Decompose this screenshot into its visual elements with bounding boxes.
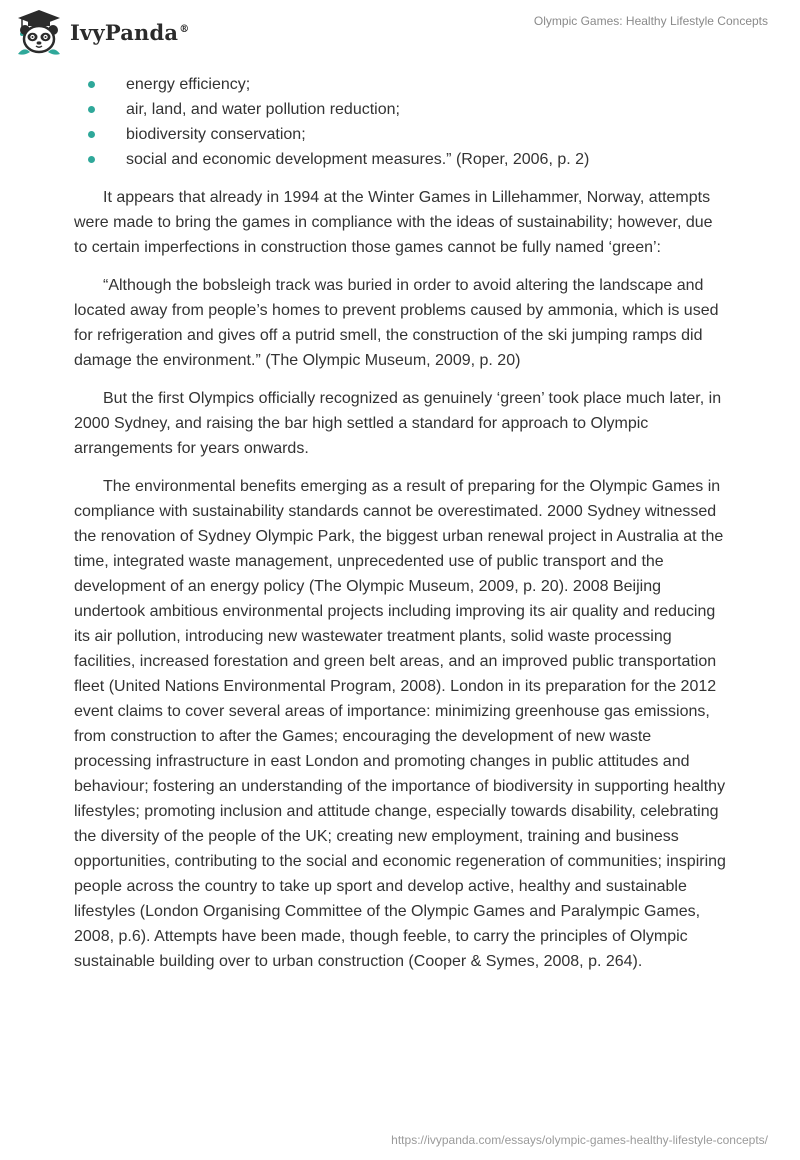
page-title: Olympic Games: Healthy Lifestyle Concepts	[533, 14, 768, 28]
paragraph: The environmental benefits emerging as a result of preparing for the Olympic Games in compliance with sustainability standards cannot be overestimated. 2000 Sydney witnessed the renovation of Sydney Olympic Park, the biggest urban renewal project in Australia at the time, integrated waste management, unprecedented use of public transport and the development of an energy policy (The Olympic Museum, 2009, p. 20). 2008 Beijing undertook ambitious environmental projects including improving its air quality and reducing its air pollution, introducing new wastewater treatment plants, solid waste processing facilities, increased forestation and green belt areas, and an improved public transportation fleet (United Nations Environmental Program, 2008). London in its preparation for the 2012 event claims to cover several areas of importance: minimizing greenhouse gas emissions, from construction to after the Games; encouraging the development of new waste processing infrastructure in east London and promoting changes in public attitudes and behaviour; fostering an understanding of the importance of biodiversity in supporting healthy lifestyles; promoting inclusion and attitude change, especially towards disability, celebrating the diversity of the people of the UK; creating new employment, training and business opportunities, contributing to the social and economic regeneration of communities; inspiring people across the country to take up sport and develop active, healthy and sustainable lifestyles (London Organising Committee of the Olympic Games and Paralympic Games, 2008, p.6). Attempts have been made, though feeble, to carry the principles of Olympic sustainable building over to urban construction (Cooper & Symes, 2008, p. 264).	[74, 478, 726, 970]
list-item	[74, 147, 726, 172]
paragraph: It appears that already in 1994 at the Winter Games in Lillehammer, Norway, attempts were made to bring the games in compliance with the ideas of sustainability; however, due to certain imperfections in construction those games cannot be fully named ‘green’:	[74, 189, 713, 256]
essay-content	[74, 72, 726, 974]
bullet-list	[74, 72, 726, 172]
list-item	[74, 122, 726, 147]
list-item	[74, 97, 726, 122]
logo-text: IvyPanda®	[70, 19, 190, 45]
bullet-dot-icon	[88, 81, 95, 88]
bullet-dot-icon	[88, 131, 95, 138]
bullet-dot-icon	[88, 106, 95, 113]
source-url-link[interactable]: https://ivypanda.com/essays/olympic-games-healthy-lifestyle-concepts/	[391, 1133, 768, 1147]
list-item-text: social and economic development measures.” (Roper, 2006, p. 2)	[126, 151, 590, 168]
list-item-text: biodiversity conservation;	[126, 126, 306, 143]
list-item	[74, 72, 726, 97]
logo[interactable]	[14, 8, 189, 56]
bullet-dot-icon	[88, 156, 95, 163]
panda-logo-icon	[14, 8, 64, 56]
list-item-text: air, land, and water pollution reduction;	[126, 101, 400, 118]
list-item-text: energy efficiency;	[126, 76, 251, 93]
block-quote: “Although the bobsleigh track was buried in order to avoid altering the landscape and located away from people’s homes to prevent problems caused by ammonia, which is used for refrigeration and gives off a putrid smell, the construction of the ski jumping ramps did damage the environment.” (The Olympic Museum, 2009, p. 20)	[74, 277, 719, 369]
paragraph: But the first Olympics officially recognized as genuinely ‘green’ took place much later, in 2000 Sydney, and raising the bar high settled a standard for approach to Olympic arrangements for years onwards.	[74, 390, 722, 457]
page-header	[0, 0, 800, 62]
